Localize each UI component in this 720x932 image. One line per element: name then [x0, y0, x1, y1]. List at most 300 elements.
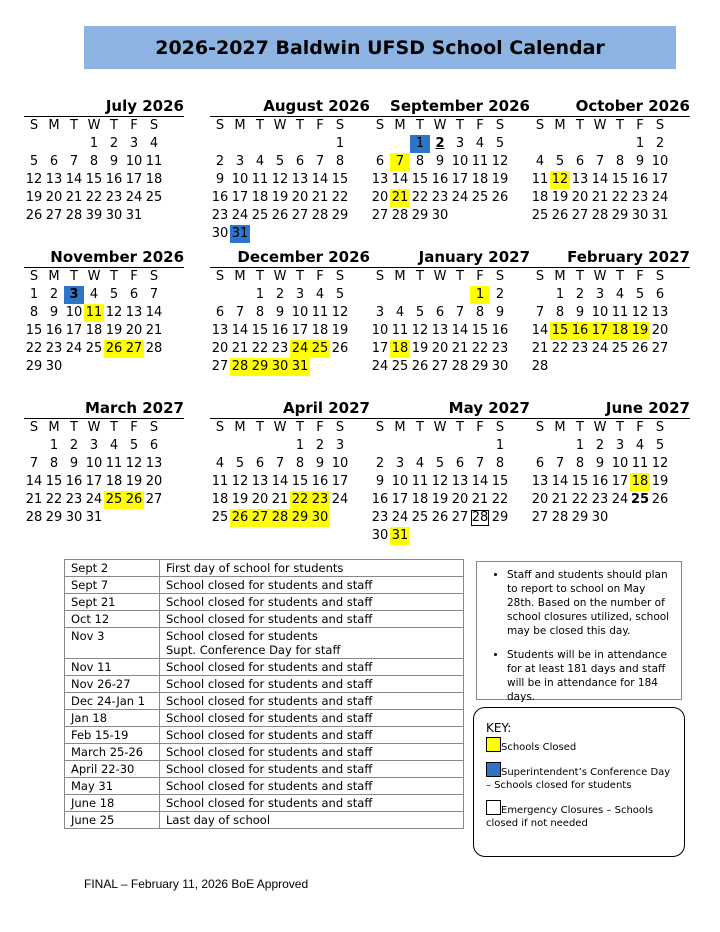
day-cell: 15: [25, 323, 43, 338]
day-cell: 13: [431, 323, 449, 338]
day-cell: 15: [611, 172, 629, 187]
day-cell: 6: [215, 305, 225, 320]
day-cell: 25: [391, 359, 409, 374]
day-cell: 28: [451, 359, 469, 374]
day-cell: 28: [531, 359, 549, 374]
month-title: May 2027: [448, 399, 530, 417]
weekday-label: T: [416, 118, 424, 133]
week-row: [370, 189, 530, 207]
day-cell: 20: [651, 323, 669, 338]
day-cell: 13: [451, 474, 469, 489]
weekday-label: F: [316, 269, 324, 284]
event-row: [65, 577, 464, 594]
day-cell: [490, 527, 510, 545]
week-row: [530, 171, 690, 189]
weekday-header: [24, 117, 184, 135]
page-title: 2026-2027 Baldwin UFSD School Calendar: [155, 36, 605, 59]
day-cell: 6: [655, 287, 665, 302]
week-row: [24, 340, 184, 358]
week-row: [370, 509, 530, 527]
day-cell: 3: [89, 438, 99, 453]
day-cell: 18: [211, 492, 229, 507]
day-cell: [270, 437, 290, 455]
day-cell: 31: [391, 528, 409, 543]
day-cell: 1: [410, 135, 430, 153]
day-cell: 5: [655, 438, 665, 453]
day-cell: 16: [431, 172, 449, 187]
day-cell: 11: [211, 474, 229, 489]
weekday-header: [530, 419, 690, 437]
event-description: First day of school for students: [160, 560, 464, 577]
day-cell: 14: [271, 474, 289, 489]
day-cell: 18: [631, 474, 649, 489]
day-cell: 3: [129, 136, 139, 151]
day-cell: 4: [315, 287, 325, 302]
day-cell: 11: [311, 305, 329, 320]
note-attendance: • Students will be in attendance for at least 181 days and staff will be in attendance for 184 days.: [507, 648, 673, 704]
day-cell: 17: [371, 341, 389, 356]
day-cell: [610, 135, 630, 153]
day-cell: 27: [571, 208, 589, 223]
weekday-label: W: [273, 118, 287, 133]
week-row: [370, 455, 530, 473]
day-cell: 14: [531, 323, 549, 338]
day-cell: 22: [491, 492, 509, 507]
weekday-header: [24, 419, 184, 437]
day-cell: [410, 527, 430, 545]
day-cell: 24: [591, 341, 609, 356]
day-cell: 20: [531, 492, 549, 507]
day-cell: 19: [631, 323, 649, 338]
day-cell: [104, 509, 124, 527]
weekday-label: F: [130, 118, 138, 133]
week-row: [530, 455, 690, 473]
day-cell: [430, 527, 450, 545]
day-cell: 6: [295, 154, 305, 169]
day-cell: 5: [109, 287, 119, 302]
event-row: [65, 727, 464, 744]
day-cell: [124, 509, 144, 527]
day-cell: 7: [390, 153, 410, 171]
day-cell: 6: [375, 154, 385, 169]
weekday-label: W: [273, 269, 287, 284]
day-cell: 1: [335, 136, 345, 151]
day-cell: 1: [635, 136, 645, 151]
week-row: [24, 509, 184, 527]
day-cell: 5: [275, 154, 285, 169]
weekday-label: S: [215, 269, 225, 284]
weekday-label: T: [296, 118, 304, 133]
week-row: [210, 135, 370, 153]
event-row: [65, 812, 464, 829]
weekday-label: F: [316, 420, 324, 435]
day-cell: [210, 135, 230, 153]
event-row: [65, 761, 464, 778]
month-title: December 2026: [237, 248, 370, 266]
weekday-header: [210, 268, 370, 286]
month-10: [370, 398, 530, 545]
event-date: Sept 2: [65, 560, 160, 577]
week-row: [530, 340, 690, 358]
day-cell: [470, 207, 490, 225]
day-cell: 30: [211, 226, 229, 241]
day-cell: 26: [631, 341, 649, 356]
weekday-label: S: [655, 420, 665, 435]
day-cell: 4: [255, 154, 265, 169]
day-cell: 21: [591, 190, 609, 205]
day-cell: 15: [571, 474, 589, 489]
day-cell: 18: [531, 190, 549, 205]
day-cell: 21: [271, 492, 289, 507]
day-cell: 18: [105, 474, 123, 489]
weekday-label: T: [616, 118, 624, 133]
month-title: April 2027: [283, 399, 370, 417]
week-row: [210, 225, 370, 243]
weekday-label: T: [456, 420, 464, 435]
day-cell: 20: [125, 323, 143, 338]
day-cell: [270, 135, 290, 153]
day-cell: [450, 437, 470, 455]
day-cell: 13: [251, 474, 269, 489]
day-cell: [410, 286, 430, 304]
day-cell: 27: [451, 510, 469, 525]
day-cell: 14: [25, 474, 43, 489]
white-swatch: [486, 800, 501, 815]
day-cell: 22: [571, 492, 589, 507]
weekday-label: T: [296, 269, 304, 284]
day-cell: [610, 358, 630, 376]
week-row: [210, 358, 370, 376]
day-cell: 23: [65, 492, 83, 507]
day-cell: 11: [611, 305, 629, 320]
weekday-label: S: [375, 420, 385, 435]
event-row: [65, 628, 464, 659]
weekday-label: M: [234, 118, 246, 133]
event-row: [65, 693, 464, 710]
week-row: [530, 473, 690, 491]
day-cell: 11: [631, 456, 649, 471]
event-date: Oct 12: [65, 611, 160, 628]
day-cell: 19: [411, 341, 429, 356]
weekday-label: S: [149, 420, 159, 435]
day-cell: 27: [651, 341, 669, 356]
weekday-label: S: [535, 269, 545, 284]
week-row: [210, 153, 370, 171]
day-cell: 23: [311, 492, 329, 507]
day-cell: 21: [65, 190, 83, 205]
day-cell: [550, 437, 570, 455]
event-row: [65, 778, 464, 795]
day-cell: 21: [25, 492, 43, 507]
day-cell: 10: [591, 305, 609, 320]
month-0: [24, 96, 184, 225]
day-cell: [470, 437, 490, 455]
day-cell: 7: [315, 154, 325, 169]
day-cell: 25: [105, 492, 123, 507]
day-cell: 18: [85, 323, 103, 338]
day-cell: 18: [311, 323, 329, 338]
event-date: March 25-26: [65, 744, 160, 761]
day-cell: 5: [415, 305, 425, 320]
weekday-header: [530, 268, 690, 286]
day-cell: 2: [275, 287, 285, 302]
event-description: School closed for students and staff: [160, 761, 464, 778]
day-cell: 18: [471, 172, 489, 187]
day-cell: 31: [231, 226, 249, 241]
day-cell: 12: [411, 323, 429, 338]
day-cell: [390, 437, 410, 455]
week-row: [210, 171, 370, 189]
weekday-label: S: [375, 269, 385, 284]
week-row: [530, 189, 690, 207]
event-row: [65, 560, 464, 577]
day-cell: 15: [251, 323, 269, 338]
week-row: [24, 473, 184, 491]
week-row: [210, 322, 370, 340]
day-cell: 4: [415, 456, 425, 471]
day-cell: 27: [211, 359, 229, 374]
day-cell: 27: [371, 208, 389, 223]
day-cell: 4: [149, 136, 159, 151]
day-cell: 13: [371, 172, 389, 187]
weekday-label: S: [655, 118, 665, 133]
week-row: [210, 491, 370, 509]
day-cell: 15: [45, 474, 63, 489]
day-cell: 22: [611, 190, 629, 205]
day-cell: 27: [291, 208, 309, 223]
weekday-label: W: [87, 420, 101, 435]
week-row: [210, 207, 370, 225]
event-row: [65, 744, 464, 761]
day-cell: 23: [211, 208, 229, 223]
day-cell: [450, 527, 470, 545]
day-cell: 16: [631, 172, 649, 187]
day-cell: 1: [295, 438, 305, 453]
event-description: School closed for students and staff: [160, 693, 464, 710]
day-cell: [24, 437, 44, 455]
day-cell: 8: [615, 154, 625, 169]
weekday-label: W: [433, 269, 447, 284]
day-cell: 2: [315, 438, 325, 453]
weekday-label: T: [110, 118, 118, 133]
day-cell: 22: [331, 190, 349, 205]
day-cell: 3: [615, 438, 625, 453]
day-cell: 4: [635, 438, 645, 453]
day-cell: 8: [475, 305, 485, 320]
day-cell: [370, 135, 390, 153]
day-cell: [290, 135, 310, 153]
day-cell: 14: [451, 323, 469, 338]
event-description: School closed for students and staff: [160, 659, 464, 676]
day-cell: 20: [145, 474, 163, 489]
day-cell: 7: [29, 456, 39, 471]
day-cell: 13: [125, 305, 143, 320]
day-cell: [570, 358, 590, 376]
day-cell: [250, 135, 270, 153]
day-cell: 29: [611, 208, 629, 223]
weekday-label: S: [335, 420, 345, 435]
week-row: [24, 455, 184, 473]
event-date: June 25: [65, 812, 160, 829]
week-row: [370, 473, 530, 491]
event-description: School closed for students and staff: [160, 676, 464, 693]
day-cell: 30: [631, 208, 649, 223]
week-row: [24, 437, 184, 455]
week-row: [370, 527, 530, 545]
day-cell: [430, 286, 450, 304]
event-row: [65, 594, 464, 611]
weekday-label: S: [335, 118, 345, 133]
day-cell: 10: [371, 323, 389, 338]
weekday-label: T: [456, 269, 464, 284]
day-cell: 25: [411, 510, 429, 525]
month-title: July 2026: [105, 97, 184, 115]
event-date: Sept 21: [65, 594, 160, 611]
day-cell: [530, 437, 550, 455]
day-cell: [24, 135, 44, 153]
weekday-label: S: [29, 269, 39, 284]
weekday-label: T: [256, 269, 264, 284]
weekday-label: S: [495, 420, 505, 435]
day-cell: 23: [491, 341, 509, 356]
day-cell: [290, 225, 310, 243]
week-row: [210, 509, 370, 527]
day-cell: 13: [211, 323, 229, 338]
day-cell: 28: [311, 208, 329, 223]
month-title: August 2026: [263, 97, 370, 115]
day-cell: 24: [65, 341, 83, 356]
weekday-header: [210, 117, 370, 135]
event-date: June 18: [65, 795, 160, 812]
week-row: [210, 473, 370, 491]
event-date: Dec 24-Jan 1: [65, 693, 160, 710]
day-cell: 26: [491, 190, 509, 205]
day-cell: 24: [125, 190, 143, 205]
day-cell: 16: [311, 474, 329, 489]
month-6: [370, 247, 530, 376]
day-cell: 14: [311, 172, 329, 187]
day-cell: 25: [211, 510, 229, 525]
month-9: [210, 398, 370, 527]
day-cell: 31: [651, 208, 669, 223]
day-cell: 17: [231, 190, 249, 205]
day-cell: 19: [25, 190, 43, 205]
day-cell: [370, 437, 390, 455]
day-cell: 12: [331, 305, 349, 320]
weekday-label: T: [416, 269, 424, 284]
day-cell: 7: [555, 456, 565, 471]
day-cell: [390, 135, 410, 153]
day-cell: 30: [65, 510, 83, 525]
day-cell: 25: [471, 190, 489, 205]
weekday-label: M: [554, 118, 566, 133]
day-cell: [104, 358, 124, 376]
weekday-header: [370, 268, 530, 286]
day-cell: 15: [411, 172, 429, 187]
day-cell: [250, 437, 270, 455]
day-cell: 12: [651, 456, 669, 471]
weekday-label: S: [215, 118, 225, 133]
day-cell: 30: [311, 510, 329, 525]
day-cell: 2: [49, 287, 59, 302]
week-row: [530, 491, 690, 509]
day-cell: [390, 286, 410, 304]
day-cell: 21: [391, 190, 409, 205]
weekday-label: S: [29, 118, 39, 133]
week-row: [530, 304, 690, 322]
event-row: [65, 611, 464, 628]
day-cell: 25: [251, 208, 269, 223]
day-cell: 14: [145, 305, 163, 320]
day-cell: 14: [231, 323, 249, 338]
event-description: School closed for students Supt. Conference Day for staff: [160, 628, 464, 659]
week-row: [210, 189, 370, 207]
day-cell: 5: [495, 136, 505, 151]
day-cell: 26: [411, 359, 429, 374]
day-cell: 9: [595, 456, 605, 471]
weekday-label: T: [256, 420, 264, 435]
legend-key: [473, 707, 685, 857]
day-cell: 1: [89, 136, 99, 151]
day-cell: 19: [271, 190, 289, 205]
day-cell: [530, 135, 550, 153]
day-cell: [144, 358, 164, 376]
day-cell: 16: [45, 323, 63, 338]
week-row: [530, 322, 690, 340]
weekday-label: F: [476, 118, 484, 133]
week-row: [210, 455, 370, 473]
month-title: September 2026: [390, 97, 530, 115]
day-cell: 31: [125, 208, 143, 223]
day-cell: 21: [231, 341, 249, 356]
day-cell: [630, 509, 650, 527]
day-cell: [330, 225, 350, 243]
weekday-label: F: [476, 420, 484, 435]
day-cell: 24: [371, 359, 389, 374]
day-cell: 16: [65, 474, 83, 489]
day-cell: 21: [551, 492, 569, 507]
day-cell: 14: [591, 172, 609, 187]
day-cell: 17: [651, 172, 669, 187]
week-row: [370, 491, 530, 509]
day-cell: 1: [255, 287, 265, 302]
day-cell: 13: [45, 172, 63, 187]
day-cell: 10: [231, 172, 249, 187]
month-title: June 2027: [605, 399, 690, 417]
day-cell: 5: [435, 456, 445, 471]
weekday-label: W: [433, 420, 447, 435]
day-cell: 21: [145, 323, 163, 338]
day-cell: 10: [85, 456, 103, 471]
day-cell: 7: [235, 305, 245, 320]
title-banner: [84, 26, 676, 69]
day-cell: 11: [531, 172, 549, 187]
day-cell: 29: [331, 208, 349, 223]
day-cell: 7: [595, 154, 605, 169]
day-cell: [210, 286, 230, 304]
day-cell: 27: [45, 208, 63, 223]
day-cell: 20: [251, 492, 269, 507]
day-cell: [610, 509, 630, 527]
month-2: [370, 96, 530, 225]
day-cell: 17: [591, 323, 609, 338]
weekday-label: M: [234, 269, 246, 284]
day-cell: 13: [531, 474, 549, 489]
day-cell: 27: [251, 510, 269, 525]
day-cell: [590, 358, 610, 376]
weekday-label: S: [535, 420, 545, 435]
weekday-label: F: [636, 269, 644, 284]
